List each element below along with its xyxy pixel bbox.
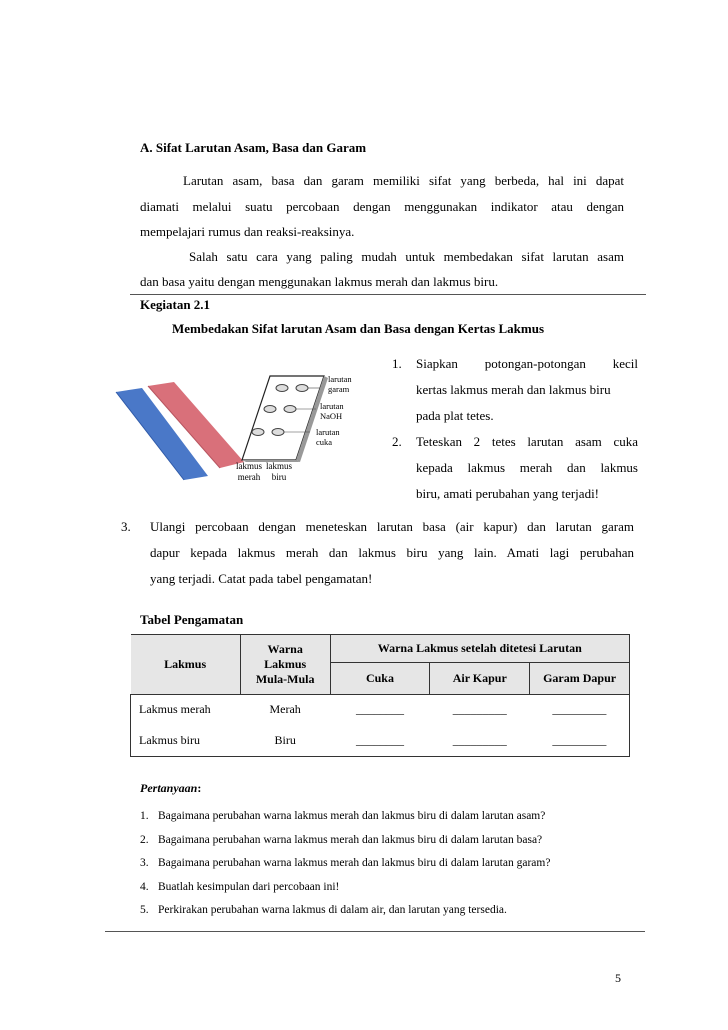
activity-title: Membedakan Sifat larutan Asam dan Basa dengan Kertas Lakmus [172,321,544,336]
step3-line2: dapur kepada lakmus merah dan lakmus biru yang lain. Amati lagi perubahan [150,545,634,560]
header-air-kapur: Air Kapur [430,663,530,695]
label-larutan-naoh: larutan NaOH [320,401,344,421]
para2-line2: dan basa yaitu dengan menggunakan lakmus merah dan lakmus biru. [140,274,499,289]
header-lakmus: Lakmus [131,635,241,695]
header-garam-dapur: Garam Dapur [530,663,630,695]
label-lakmus-biru: lakmus biru [266,461,292,482]
step2-line1: Teteskan 2 tetes larutan asam cuka [416,434,638,449]
step2-line3: biru, amati perubahan yang terjadi! [416,486,600,501]
section-title: A. Sifat Larutan Asam, Basa dan Garam [140,140,367,155]
questions-list [140,805,550,923]
list-item: 2. Bagaimana perubahan warna lakmus merah dan lakmus biru di dalam larutan basa? [140,833,543,846]
row-name: Lakmus biru [131,725,241,757]
label-larutan-cuka: larutan cuka [316,427,340,447]
observation-table [130,634,630,757]
table-row [131,695,630,725]
page-number: 5 [615,971,621,985]
label-larutan-garam: larutan garam [328,374,352,394]
well [296,385,308,392]
step3-line1: Ulangi percobaan dengan meneteskan larutan basa (air kapur) dan larutan garam [150,519,634,534]
step1-line1: Siapkan potongan-potongan kecil [416,356,638,371]
para1-line3: mempelajari rumus dan reaksi-reaksinya. [140,224,355,239]
blank-cuka: ________ [330,725,430,757]
row-initial: Merah [269,702,301,717]
step1-line3: pada plat tetes. [416,408,494,423]
step2-number: 2. [392,434,402,449]
list-item: 5. Perkirakan perubahan warna lakmus di dalam air, dan larutan yang tersedia. [140,904,507,916]
well [252,429,264,436]
table-title: Tabel Pengamatan [140,612,244,627]
well [272,429,284,436]
row-initial: Biru [240,725,330,757]
step1-number: 1. [392,356,402,371]
para1-line1: Larutan asam, basa dan garam memiliki sifat yang berbeda, hal ini dapat [183,173,624,188]
header-cuka: Cuka [330,663,430,695]
well [276,385,288,392]
header-group: Warna Lakmus setelah ditetesi Larutan [330,635,629,663]
blank-cuka: ________ [355,702,404,717]
list-item: 4. Buatlah kesimpulan dari percobaan ini! [140,880,340,893]
step1-line2: kertas lakmus merah dan lakmus biru [416,382,611,397]
step3-number: 3. [121,519,131,534]
step3-line3: yang terjadi. Catat pada tabel pengamatan! [150,571,373,586]
questions-title: Pertanyaan: [140,781,202,795]
header-warna-awal: Warna Lakmus Mula-Mula [240,635,330,695]
para1-line2: diamati melalui suatu percobaan dengan menggunakan indikator atau dengan [140,199,624,214]
well [264,406,276,413]
activity-label: Kegiatan 2.1 [140,297,211,312]
blank-air-kapur: _________ [430,725,530,757]
blank-air-kapur: _________ [452,702,507,717]
step2-line2: kepada lakmus merah dan lakmus [416,460,638,475]
row-name: Lakmus merah [131,695,241,725]
well [284,406,296,413]
blank-garam-dapur: _________ [530,695,630,725]
divider-bottom [105,931,645,932]
list-item: 3. Bagaimana perubahan warna lakmus merah dan lakmus biru di dalam larutan garam? [140,857,551,869]
list-item: 1. Bagaimana perubahan warna lakmus merah dan lakmus biru di dalam larutan asam? [140,810,546,822]
blank-garam-dapur: _________ [530,725,630,757]
para2-line1: Salah satu cara yang paling mudah untuk membedakan sifat larutan asam [189,249,624,264]
label-lakmus-merah: lakmus merah [236,461,262,482]
divider-top [130,294,646,295]
table-row [131,725,630,757]
